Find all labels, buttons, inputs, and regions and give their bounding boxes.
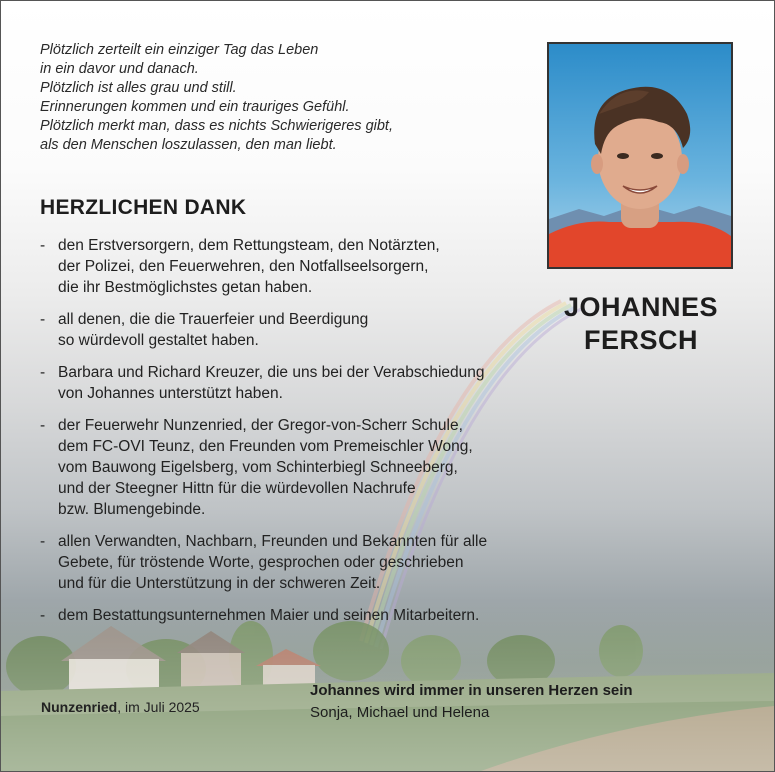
thanks-item-text: allen Verwandten, Nachbarn, Freunden und Bekannten für alle Gebete, für tröstende Worte, gesprochen oder geschrieben und für die Unterstützung in der schweren Zeit. <box>58 533 488 592</box>
poem-line: Erinnerungen kommen und ein trauriges Gefühl. <box>40 99 350 115</box>
dash-bullet: - <box>40 417 46 434</box>
dash-bullet: - <box>40 311 46 328</box>
poem <box>40 41 393 155</box>
closing-line: Johannes wird immer in unseren Herzen sein <box>310 682 633 699</box>
place-date-text: , im Juli 2025 <box>117 699 200 715</box>
thanks-item <box>40 235 560 298</box>
last-name: FERSCH <box>583 325 698 355</box>
thanks-item <box>40 605 560 626</box>
poem-line: Plötzlich merkt man, dass es nichts Schwierigeres gibt, <box>40 118 393 134</box>
thanks-item-text: all denen, die die Trauerfeier und Beerdigung so würdevoll gestaltet haben. <box>58 311 369 349</box>
portrait-photo <box>547 42 733 269</box>
dash-bullet: - <box>40 237 46 254</box>
first-name: JOHANNES <box>563 292 719 322</box>
dash-bullet: - <box>40 533 46 550</box>
thanks-list <box>40 235 560 637</box>
thanks-item-text: Barbara und Richard Kreuzer, die uns bei der Verabschiedung von Johannes unterstützt haben. <box>58 364 485 402</box>
thanks-item <box>40 415 560 520</box>
closing-signature: Sonja, Michael und Helena <box>310 704 490 721</box>
poem-line: als den Menschen loszulassen, den man liebt. <box>40 137 337 153</box>
thanks-item-text: der Feuerwehr Nunzenried, der Gregor-von-Scherr Schule, dem FC-OVI Teunz, den Freunden vom Premeischler Wong, vom Bauwong Eigelsberg, vom Schinterbiegl Schneeberg, und der Steegner Hittn für die würdevollen Nachrufe bzw. Blumengebinde. <box>58 417 473 518</box>
closing-message <box>310 680 633 724</box>
dash-bullet: - <box>40 607 46 624</box>
thanks-item-text: dem Bestattungsunternehmen Maier und seinen Mitarbeitern. <box>58 607 480 624</box>
thanks-heading: HERZLICHEN DANK <box>40 196 247 219</box>
thanks-item <box>40 362 560 404</box>
poem-line: Plötzlich ist alles grau und still. <box>40 80 237 96</box>
thanks-item <box>40 309 560 351</box>
place-date <box>41 699 200 715</box>
place-town: Nunzenried <box>41 699 118 715</box>
poem-line: Plötzlich zerteilt ein einziger Tag das Leben <box>40 42 319 58</box>
deceased-name <box>541 291 741 357</box>
thanks-item-text: den Erstversorgern, dem Rettungsteam, den Notärzten, der Polizei, den Feuerwehren, den Notfallseelsorgern, die ihr Bestmöglichstes getan haben. <box>58 237 440 296</box>
poem-line: in ein davor und danach. <box>40 61 199 77</box>
dash-bullet: - <box>40 364 46 381</box>
portrait-illustration <box>549 44 731 267</box>
thanks-item <box>40 531 560 594</box>
